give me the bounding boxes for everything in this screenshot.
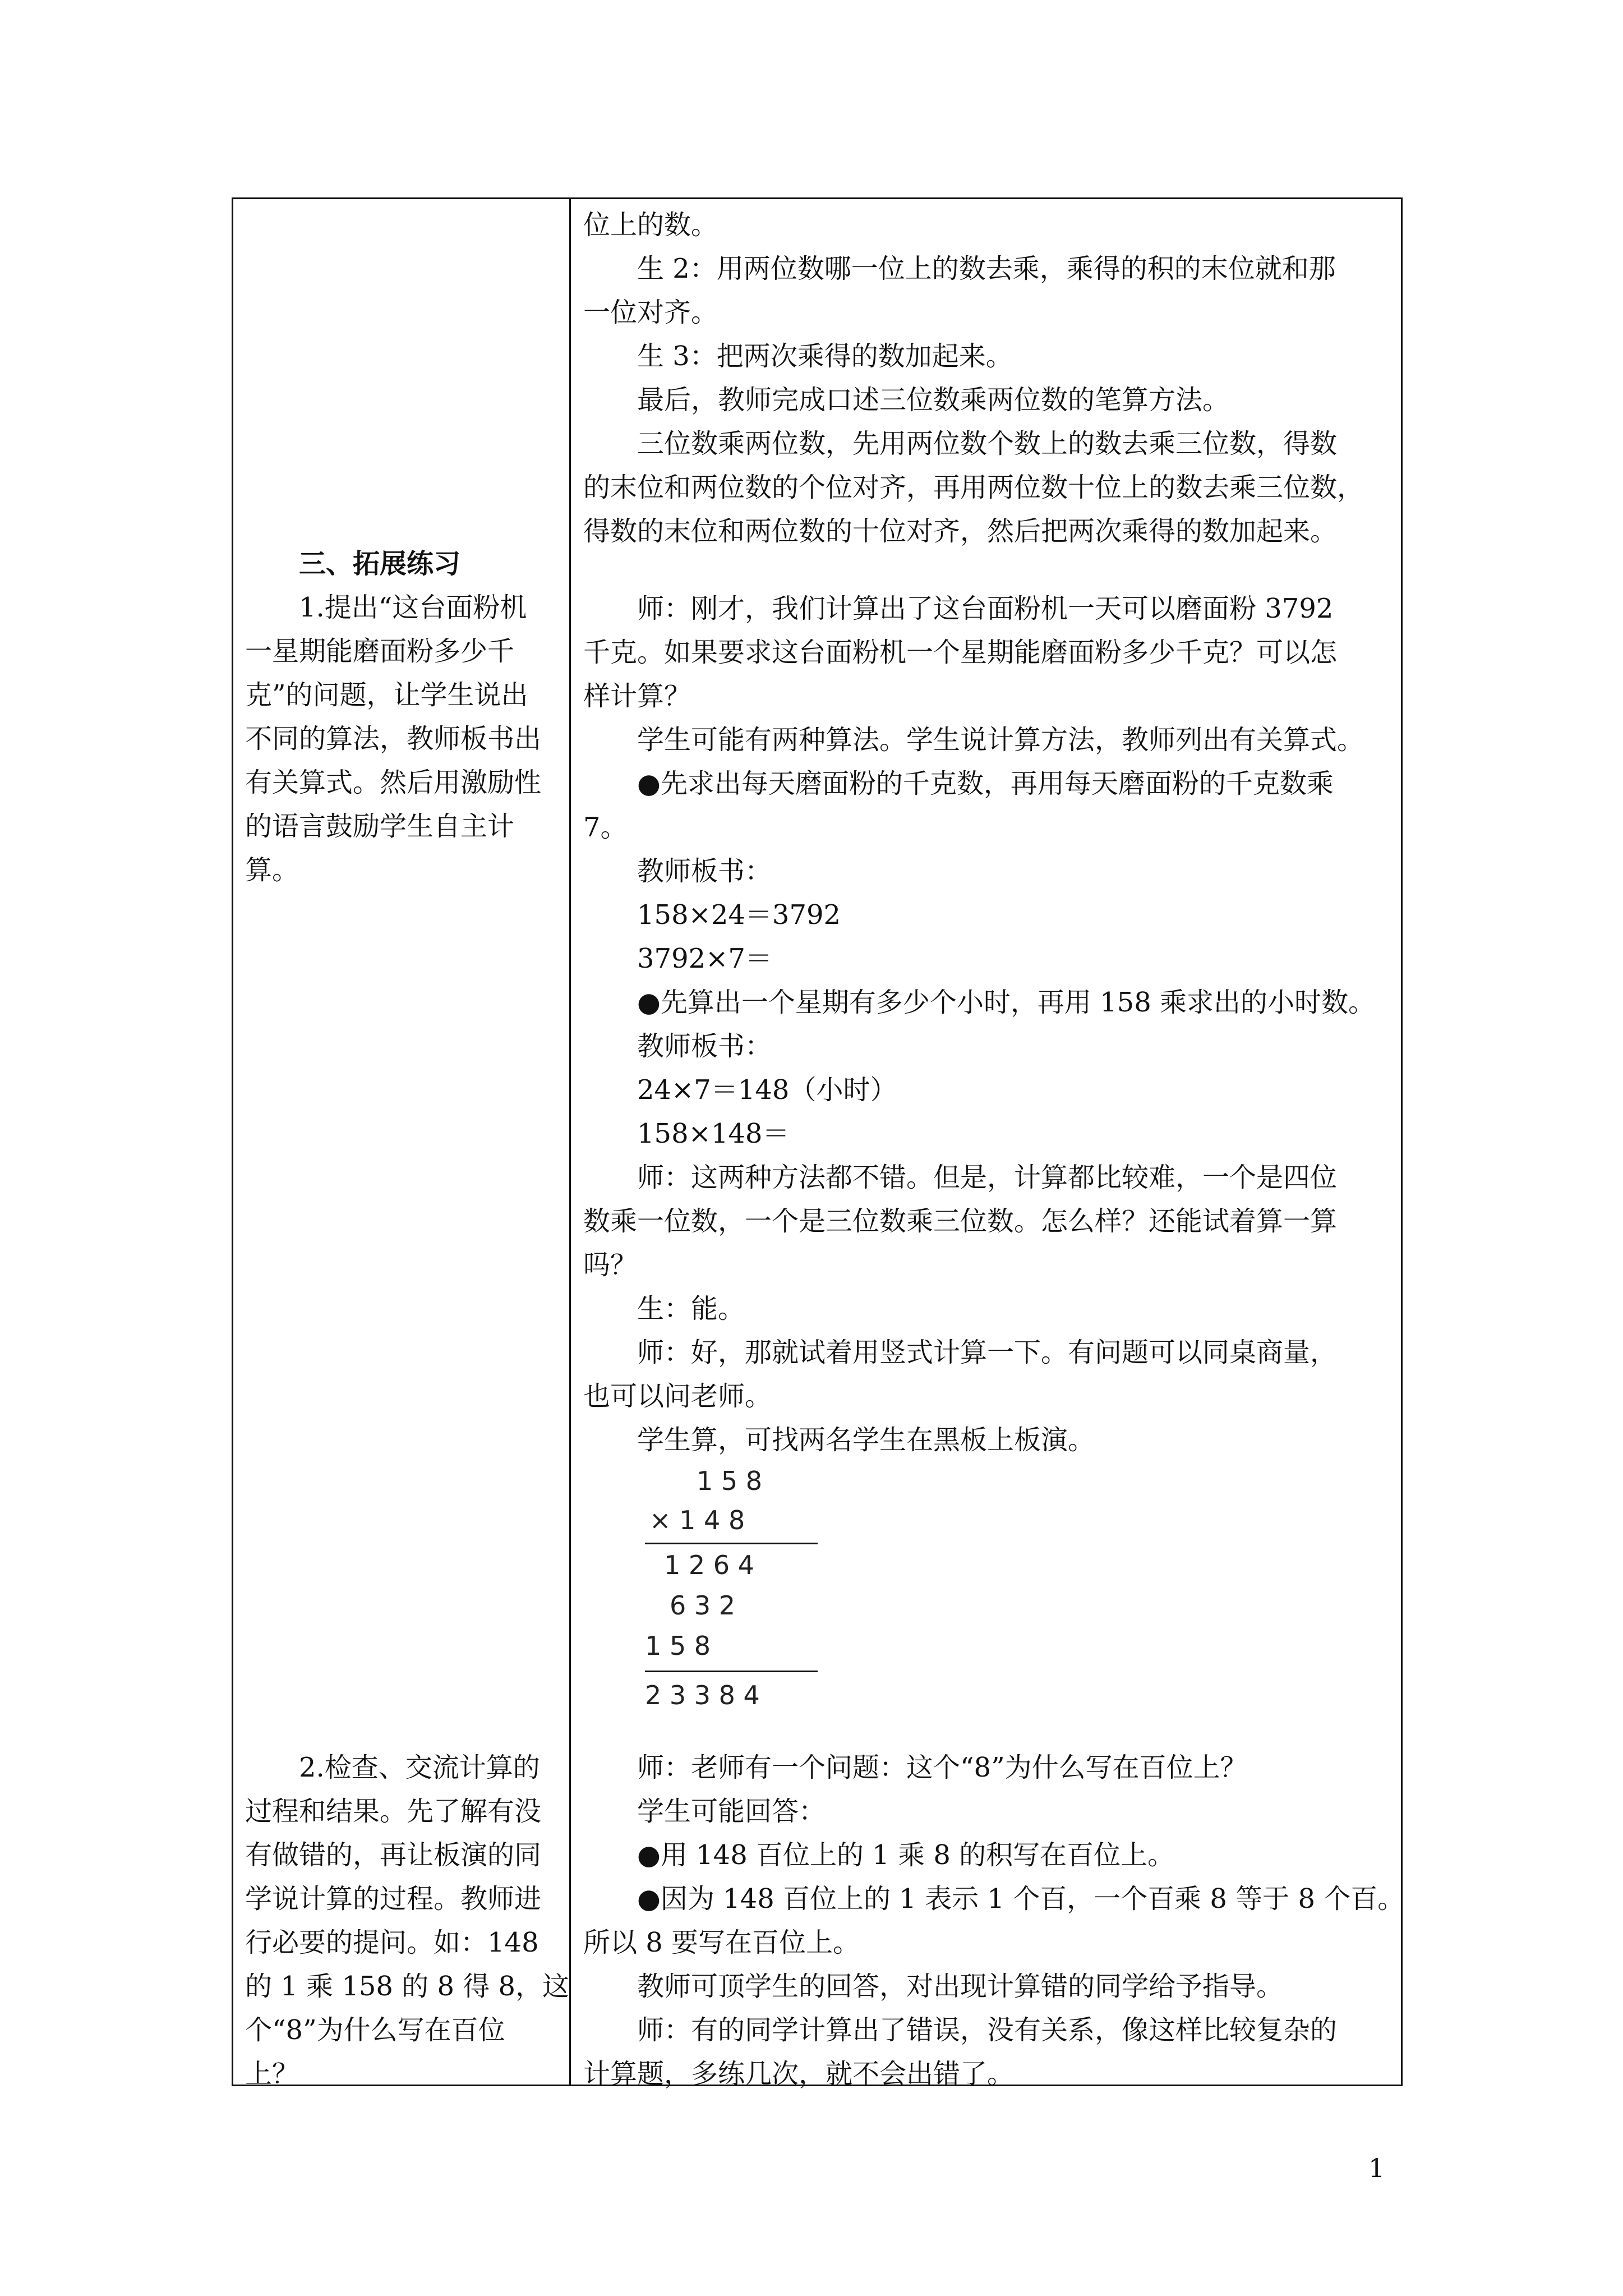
item1-line: 克”的问题，让学生说出 <box>245 679 528 711</box>
answer-line: 师：有的同学计算出了错误，没有关系，像这样比较复杂的 <box>637 2014 1338 2046</box>
item2-line: 行必要的提问。如：148 <box>245 1927 539 1958</box>
item2-line: 有做错的，再让板演的同 <box>245 1839 542 1871</box>
right-block-method <box>583 203 1391 553</box>
discussion-line: 158×24＝3792 <box>637 899 841 931</box>
item1-line: 算。 <box>245 854 299 886</box>
answer-line: 师：老师有一个问题：这个“8”为什么写在百位上？ <box>637 1752 1247 1783</box>
right-block-answers <box>583 1746 1405 2096</box>
calc-partial: 1 2 6 4 <box>664 1550 754 1580</box>
method-line: 生 3：把两次乘得的数加起来。 <box>637 341 1013 372</box>
answer-line: 学生可能回答： <box>637 1796 826 1827</box>
discussion-line: 158×148＝ <box>637 1118 790 1149</box>
page-number: 1 <box>1368 2153 1385 2183</box>
method-line: 最后，教师完成口述三位数乘两位数的笔算方法。 <box>637 384 1230 416</box>
item1-line: 有关算式。然后用激励性 <box>245 767 542 798</box>
discussion-line: 吗？ <box>583 1249 638 1281</box>
calc-result: 2 3 3 8 4 <box>645 1680 760 1710</box>
discussion-line: 生：能。 <box>637 1293 745 1324</box>
discussion-line: 师：这两种方法都不错。但是，计算都比较难，一个是四位 <box>637 1162 1338 1193</box>
discussion-line: 教师板书： <box>637 855 772 887</box>
item1-line: 一星期能磨面粉多少千 <box>245 636 515 667</box>
left-column <box>245 542 559 892</box>
method-line: 位上的数。 <box>583 209 718 241</box>
answer-line: ●用 148 百位上的 1 乘 8 的积写在百位上。 <box>637 1839 1175 1871</box>
item2-line: 过程和结果。先了解有没 <box>245 1796 542 1827</box>
calc-multiplicand: 1 5 8 <box>697 1466 763 1496</box>
item1-line: 不同的算法，教师板书出 <box>245 723 542 754</box>
item2-line: 学说计算的过程。教师进 <box>245 1883 542 1915</box>
answer-line: 计算题，多练几次，就不会出错了。 <box>583 2058 1015 2090</box>
item2-line: 的 1 乘 158 的 8 得 8，这 <box>245 1971 570 2002</box>
discussion-line: 千克。如果要求这台面粉机一个星期能磨面粉多少千克？可以怎 <box>583 637 1338 668</box>
column-divider <box>569 197 571 2086</box>
discussion-line: 数乘一位数，一个是三位数乘三位数。怎么样？还能试着算一算 <box>583 1205 1338 1237</box>
method-line: 的末位和两位数的个位对齐，再用两位数十位上的数去乘三位数， <box>583 472 1364 503</box>
calc-rule <box>645 1543 818 1544</box>
item2-line: 个“8”为什么写在百位 <box>245 2014 505 2046</box>
right-block-discussion <box>583 587 1391 1462</box>
discussion-line: ●先求出每天磨面粉的千克数，再用每天磨面粉的千克数乘 <box>637 768 1334 799</box>
item1-text <box>245 586 559 892</box>
section-heading: 三、拓展练习 <box>299 548 461 579</box>
item1-line: 的语言鼓励学生自主计 <box>245 811 515 842</box>
item2-line: 上？ <box>245 2058 299 2090</box>
item2-line: 2.检查、交流计算的 <box>299 1752 540 1783</box>
discussion-line: 学生算，可找两名学生在黑板上板演。 <box>637 1424 1095 1456</box>
discussion-line: 7。 <box>583 812 628 843</box>
discussion-line: 教师板书： <box>637 1030 772 1062</box>
method-line: 得数的末位和两位数的十位对齐，然后把两次乘得的数加起来。 <box>583 516 1338 547</box>
calc-rule <box>645 1671 818 1672</box>
answer-line: 教师可顶学生的回答，对出现计算错的同学给予指导。 <box>637 1971 1284 2002</box>
calc-partial: 6 3 2 <box>670 1590 736 1621</box>
calc-multiplier: × 1 4 8 <box>649 1505 745 1535</box>
discussion-line: ●先算出一个星期有多少个小时，再用 158 乘求出的小时数。 <box>637 987 1376 1018</box>
discussion-line: 样计算？ <box>583 680 691 712</box>
calc-partial: 1 5 8 <box>645 1631 711 1661</box>
discussion-line: 3792×7＝ <box>637 943 772 974</box>
method-line: 一位对齐。 <box>583 297 718 328</box>
discussion-line: 师：好，那就试着用竖式计算一下。有问题可以同桌商量， <box>637 1337 1338 1368</box>
method-line: 三位数乘两位数，先用两位数个数上的数去乘三位数，得数 <box>637 428 1338 459</box>
discussion-line: 学生可能有两种算法。学生说计算方法，教师列出有关算式。 <box>637 724 1364 756</box>
answer-line: 所以 8 要写在百位上。 <box>583 1927 860 1958</box>
discussion-line: 24×7＝148（小时） <box>637 1074 897 1106</box>
answer-line: ●因为 148 百位上的 1 表示 1 个百，一个百乘 8 等于 8 个百。 <box>637 1883 1405 1915</box>
discussion-line: 也可以问老师。 <box>583 1381 772 1412</box>
left-column-item2 <box>245 1746 570 2096</box>
item1-line: 1.提出“这台面粉机 <box>299 592 527 623</box>
method-line: 生 2：用两位数哪一位上的数去乘，乘得的积的末位就和那 <box>637 253 1336 284</box>
discussion-line: 师：刚才，我们计算出了这台面粉机一天可以磨面粉 3792 <box>637 593 1334 624</box>
